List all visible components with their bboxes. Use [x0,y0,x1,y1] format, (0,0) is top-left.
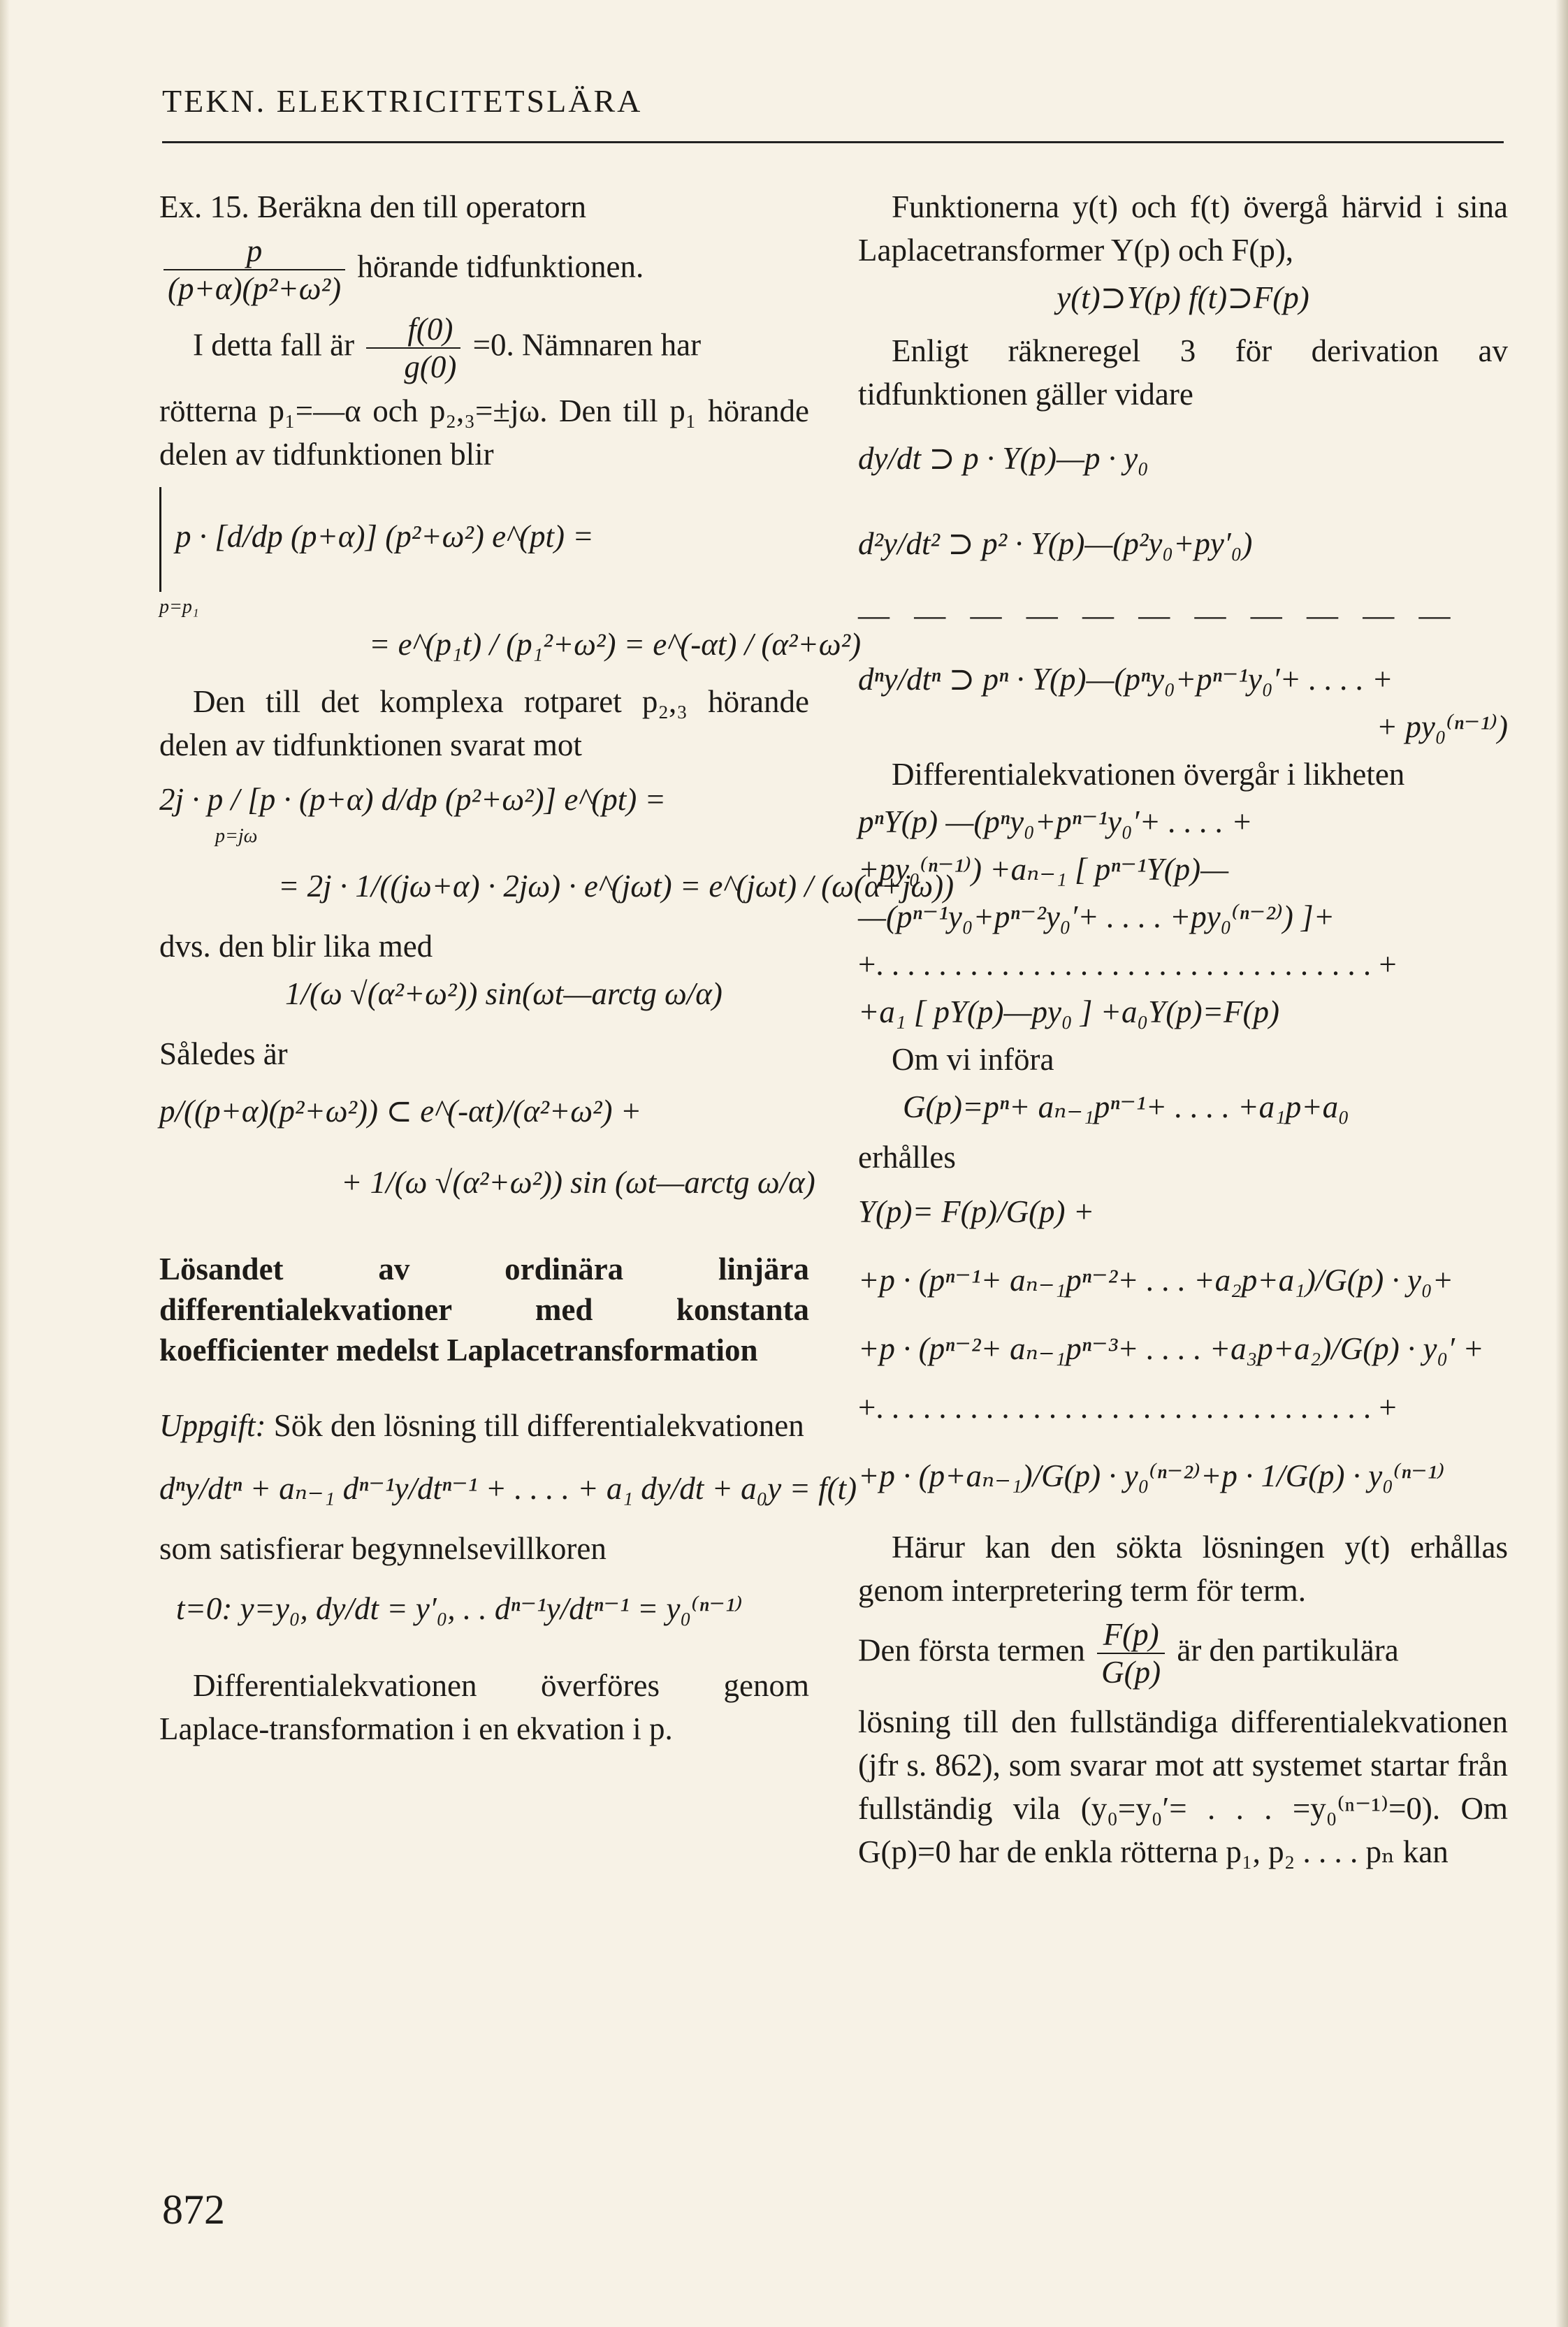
final-paragraph-2 [858,1616,1508,1690]
equation-line-5: +a₁ [ pY(p)—py₀ ] +a₀Y(p)=F(p) [858,994,1279,1029]
p1-formula-a-text: p · [d/dp (p+α)] (p²+ω²) e^(pt) = [175,519,594,554]
functions-paragraph: Funktionerna y(t) och f(t) övergå härvid i sina Laplacetransformer Y(p) och F(p), [858,189,1508,268]
equation-line-1: pⁿY(p) —(pⁿy₀+pⁿ⁻¹y₀′+ . . . . + [858,804,1253,839]
final-text-2a: Den första termen [858,1632,1085,1668]
case-line [159,311,809,385]
y-line-5: +p · (p+aₙ₋₁)/G(p) · y₀⁽ⁿ⁻²⁾+p · 1/G(p) · y₀⁽ⁿ⁻¹⁾ [858,1458,1445,1493]
y-line-4: +. . . . . . . . . . . . . . . . . . . . . . . . . . . . . . . . + [858,1390,1397,1425]
final-denominator: G(p) [1101,1655,1161,1690]
complex-formula-at: p=jω [215,825,258,847]
derivative-n-a: dⁿy/dtⁿ ⊃ pⁿ · Y(p)—(pⁿy₀+pⁿ⁻¹y₀′+ . . . . + [858,662,1393,697]
becomes-paragraph: Differentialekvationen övergår i likheten [892,757,1405,792]
final-fraction [1097,1616,1165,1690]
operator-denominator: (p+α)(p²+ω²) [168,271,342,306]
derivative-n-b: + py₀⁽ⁿ⁻¹⁾) [1376,709,1508,744]
final-numerator: F(p) [1097,1616,1165,1654]
complex-formula-a: 2j · p / [p · (p+α) d/dp (p²+ω²)] e^(pt) = [159,782,666,817]
saledes-formula-b: + 1/(ω √(α²+ω²)) sin (ωt—arctg ω/α) [341,1165,815,1200]
case-denominator: g(0) [404,349,457,384]
obtained-text: erhålles [858,1140,956,1175]
conditions-text: som satisfierar begynnelsevillkoren [159,1531,607,1566]
equation-line-2: +py₀⁽ⁿ⁻¹⁾) +aₙ₋₁ [ pⁿ⁻¹Y(p)— [858,852,1229,887]
transform-pair: y(t)⊃Y(p) f(t)⊃F(p) [1057,280,1309,315]
operator-fraction [164,233,345,307]
saledes-text: Således är [159,1036,288,1071]
differential-equation: dⁿy/dtⁿ + aₙ₋₁ dⁿ⁻¹y/dtⁿ⁻¹ + . . . . + a₁ dy/dt + a₀y = f(t) [159,1471,857,1506]
task-label: Uppgift: [159,1408,266,1443]
introduce-text: Om vi införa [892,1042,1054,1077]
roots-paragraph: rötterna p₁=—α och p₂,₃=±jω. Den till p₁ hörande delen av tidfunktionen blir [159,393,809,472]
case-numerator: f(0) [366,311,460,349]
y-line-1: Y(p)= F(p)/G(p) + [858,1194,1095,1229]
operator-after-text: hörande tidfunktionen. [357,249,644,284]
transform-paragraph: Differentialekvationen överföres genom Laplace-transformation i en ekvation i p. [159,1668,809,1746]
complex-formula-b: = 2j · 1/((jω+α) · 2jω) · e^(jωt) = e^(jωt) / (ω(α+jω)) [278,869,954,904]
running-title: TEKN. ELEKTRICITETSLÄRA [162,83,643,119]
derivative-1: dy/dt ⊃ p · Y(p)—p · y₀ [858,441,1149,476]
header-rule [162,141,1504,143]
p1-formula-b: = e^(p₁t) / (p₁²+ω²) = e^(-αt) / (α²+ω²) [369,627,862,662]
y-line-2: +p · (pⁿ⁻¹+ aₙ₋₁pⁿ⁻²+ . . . +a₂p+a₁)/G(p) · y₀+ [858,1263,1454,1298]
example-intro: Ex. 15. Beräkna den till operatorn [159,189,587,224]
operator-numerator: p [164,233,345,270]
saledes-formula-a: p/((p+α)(p²+ω²)) ⊂ e^(-αt)/(α²+ω²) + [159,1094,642,1129]
right-column [858,185,1508,1878]
scan-right-edge [1555,0,1568,2327]
final-paragraph-3: lösning till den fullständiga differentialekvationen (jfr s. 862), som svarar mot att systemet startar från fullständig vila (y₀=y₀′= . . . =y₀⁽ⁿ⁻¹⁾=0). Om G(p)=0 har de enkla rötterna p₁, p₂ . . . . pₙ kan [858,1704,1508,1869]
example-operator [159,233,809,307]
p1-formula-at: p=p₁ [159,596,199,618]
task-paragraph [159,1404,809,1447]
case-text-1: I detta fall är [193,327,355,363]
section-heading: Lösandet av ordinära linjära differentialekvationer med konstanta koefficienter medelst Laplacetransformation [159,1252,809,1368]
equation-line-3: —(pⁿ⁻¹y₀+pⁿ⁻²y₀′+ . . . . +py₀⁽ⁿ⁻²⁾) ]+ [858,899,1335,934]
final-text-2b: är den partikulära [1177,1632,1399,1668]
dashed-separator: — — — — — — — — — — — [858,597,1459,632]
task-text: Sök den lösning till differentialekvationen [273,1408,804,1443]
rule-paragraph: Enligt räkneregel 3 för derivation av tidfunktionen gäller vidare [858,333,1508,412]
y-line-3: +p · (pⁿ⁻²+ aₙ₋₁pⁿ⁻³+ . . . . +a₃p+a₂)/G(p) · y₀′ + [858,1331,1484,1366]
complex-paragraph: Den till det komplexa rotparet p₂,₃ hörande delen av tidfunktionen svarat mot [159,684,809,762]
g-definition: G(p)=pⁿ+ aₙ₋₁pⁿ⁻¹+ . . . . +a₁p+a₀ [903,1089,1349,1124]
dvs-text: dvs. den blir lika med [159,929,433,964]
scan-left-edge [0,0,10,2327]
final-paragraph-1: Härur kan den sökta lösningen y(t) erhållas genom interpretering term för term. [858,1530,1508,1608]
evaluation-bar [159,487,161,592]
derivative-2: d²y/dt² ⊃ p² · Y(p)—(p²y₀+py′₀) [858,526,1253,561]
p1-formula-a [159,487,809,592]
conditions-formula: t=0: y=y₀, dy/dt = y′₀, . . dⁿ⁻¹y/dtⁿ⁻¹ = y₀⁽ⁿ⁻¹⁾ [176,1591,743,1626]
page-number: 872 [162,2187,225,2233]
dvs-formula: 1/(ω √(α²+ω²)) sin(ωt—arctg ω/α) [285,976,723,1011]
case-fraction [366,311,460,385]
case-text-2: =0. Nämnaren har [472,327,702,363]
equation-line-4: +. . . . . . . . . . . . . . . . . . . . . . . . . . . . . . . . + [858,947,1397,982]
